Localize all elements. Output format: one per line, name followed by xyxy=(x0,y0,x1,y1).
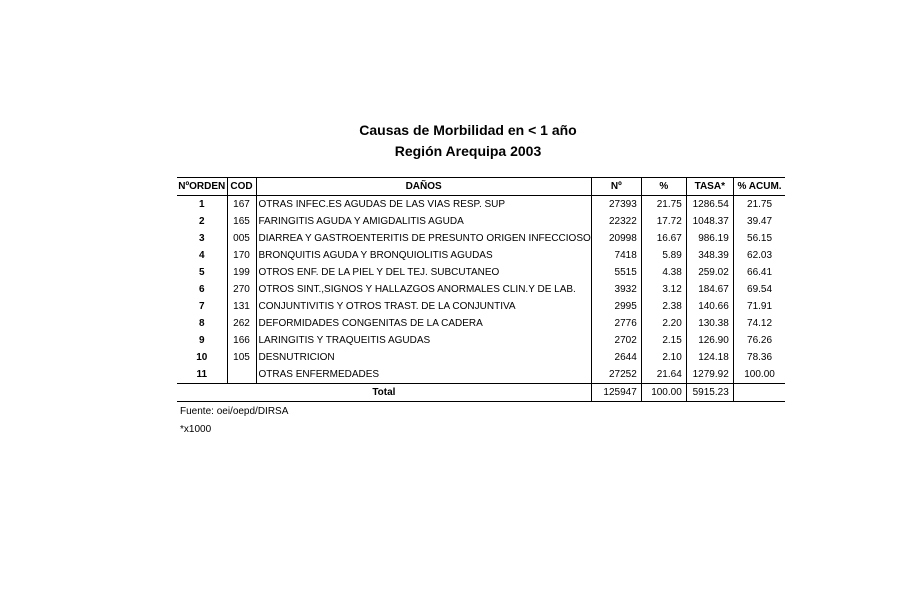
cell-orden: 10 xyxy=(196,352,208,363)
cell-pct: 17.72 xyxy=(641,213,686,230)
cell-n: 3932 xyxy=(591,281,641,298)
footnote: *x1000 xyxy=(180,424,212,435)
table-row xyxy=(177,281,785,298)
table-row xyxy=(177,315,785,332)
cell-n: 2702 xyxy=(591,332,641,349)
header-cod: COD xyxy=(227,178,256,196)
cell-acum: 78.36 xyxy=(733,349,785,366)
header-n: Nº xyxy=(591,178,641,196)
cell-dano: FARINGITIS AGUDA Y AMIGDALITIS AGUDA xyxy=(256,213,591,230)
cell-cod: 005 xyxy=(227,230,256,247)
cell-dano: DESNUTRICION xyxy=(256,349,591,366)
cell-orden: 2 xyxy=(198,216,205,227)
cell-n: 22322 xyxy=(591,213,641,230)
cell-n: 5515 xyxy=(591,264,641,281)
cell-orden: 3 xyxy=(198,233,205,244)
header-danos: DAÑOS xyxy=(256,178,591,196)
cell-dano: DIARREA Y GASTROENTERITIS DE PRESUNTO ORIGEN INFECCIOSO xyxy=(256,230,591,247)
header-pct: % xyxy=(641,178,686,196)
cell-tasa: 348.39 xyxy=(686,247,733,264)
header-acum: % ACUM. xyxy=(733,178,785,196)
page-title: Causas de Morbilidad en < 1 año xyxy=(359,122,577,138)
cell-pct: 21.64 xyxy=(641,366,686,384)
cell-dano: CONJUNTIVITIS Y OTROS TRAST. DE LA CONJUNTIVA xyxy=(256,298,591,315)
cell-dano: BRONQUITIS AGUDA Y BRONQUIOLITIS AGUDAS xyxy=(256,247,591,264)
cell-acum: 21.75 xyxy=(733,196,785,214)
cell-pct: 3.12 xyxy=(641,281,686,298)
cell-pct: 2.15 xyxy=(641,332,686,349)
table-row xyxy=(177,230,785,247)
cell-n: 2644 xyxy=(591,349,641,366)
cell-pct: 5.89 xyxy=(641,247,686,264)
table-row xyxy=(177,247,785,264)
cell-dano: OTRAS INFEC.ES AGUDAS DE LAS VIAS RESP. SUP xyxy=(256,196,591,214)
cell-pct: 16.67 xyxy=(641,230,686,247)
cell-cod: 165 xyxy=(227,213,256,230)
cell-acum: 66.41 xyxy=(733,264,785,281)
cell-n: 20998 xyxy=(591,230,641,247)
cell-dano: LARINGITIS Y TRAQUEITIS AGUDAS xyxy=(256,332,591,349)
cell-cod: 166 xyxy=(227,332,256,349)
cell-dano: OTROS ENF. DE LA PIEL Y DEL TEJ. SUBCUTANEO xyxy=(256,264,591,281)
cell-tasa: 1048.37 xyxy=(686,213,733,230)
page-subtitle: Región Arequipa 2003 xyxy=(394,143,542,159)
cell-acum: 56.15 xyxy=(733,230,785,247)
cell-n: 27252 xyxy=(591,366,641,384)
cell-orden: 4 xyxy=(198,250,205,261)
cell-tasa: 1279.92 xyxy=(686,366,733,384)
cell-dano: OTRAS ENFERMEDADES xyxy=(256,366,591,384)
cell-acum: 74.12 xyxy=(733,315,785,332)
cell-n: 2776 xyxy=(591,315,641,332)
cell-orden: 11 xyxy=(177,366,227,384)
cell-orden: 6 xyxy=(198,284,205,295)
table-row xyxy=(177,366,785,384)
cell-tasa: 986.19 xyxy=(686,230,733,247)
cell-orden: 8 xyxy=(198,318,205,329)
cell-tasa: 259.02 xyxy=(686,264,733,281)
table-row xyxy=(177,349,785,366)
cell-pct: 4.38 xyxy=(641,264,686,281)
source-note: Fuente: oei/oepd/DIRSA xyxy=(180,406,289,417)
total-n: 125947 xyxy=(591,384,641,402)
cell-orden: 1 xyxy=(198,199,205,210)
cell-tasa: 1286.54 xyxy=(686,196,733,214)
cell-pct: 2.38 xyxy=(641,298,686,315)
cell-cod: 199 xyxy=(227,264,256,281)
cell-orden: 9 xyxy=(198,335,205,346)
total-acum-empty xyxy=(733,384,785,402)
total-row xyxy=(177,384,785,402)
cell-n: 7418 xyxy=(591,247,641,264)
cell-tasa: 140.66 xyxy=(686,298,733,315)
cell-pct: 2.10 xyxy=(641,349,686,366)
cell-pct: 21.75 xyxy=(641,196,686,214)
cell-acum: 69.54 xyxy=(733,281,785,298)
cell-cod: 262 xyxy=(227,315,256,332)
table-row xyxy=(177,298,785,315)
cell-orden: 7 xyxy=(198,301,205,312)
table-row xyxy=(177,332,785,349)
cell-tasa: 126.90 xyxy=(686,332,733,349)
cell-n: 2995 xyxy=(591,298,641,315)
morbidity-table xyxy=(177,177,785,402)
cell-cod: 170 xyxy=(227,247,256,264)
cell-cod: 167 xyxy=(227,196,256,214)
total-pct: 100.00 xyxy=(641,384,686,402)
cell-cod xyxy=(227,366,256,384)
cell-acum: 100.00 xyxy=(733,366,785,384)
table-row xyxy=(177,213,785,230)
table-header-row xyxy=(177,178,785,196)
cell-tasa: 130.38 xyxy=(686,315,733,332)
cell-n: 27393 xyxy=(591,196,641,214)
cell-orden: 5 xyxy=(198,267,205,278)
cell-dano: OTROS SINT.,SIGNOS Y HALLAZGOS ANORMALES CLIN.Y DE LAB. xyxy=(256,281,591,298)
cell-cod: 270 xyxy=(227,281,256,298)
header-tasa: TASA* xyxy=(686,178,733,196)
cell-cod: 105 xyxy=(227,349,256,366)
cell-cod: 131 xyxy=(227,298,256,315)
cell-pct: 2.20 xyxy=(641,315,686,332)
total-tasa: 5915.23 xyxy=(686,384,733,402)
table-row xyxy=(177,264,785,281)
cell-tasa: 124.18 xyxy=(686,349,733,366)
cell-tasa: 184.67 xyxy=(686,281,733,298)
cell-acum: 71.91 xyxy=(733,298,785,315)
table-row xyxy=(177,196,785,214)
cell-dano: DEFORMIDADES CONGENITAS DE LA CADERA xyxy=(256,315,591,332)
cell-acum: 39.47 xyxy=(733,213,785,230)
cell-acum: 76.26 xyxy=(733,332,785,349)
cell-acum: 62.03 xyxy=(733,247,785,264)
total-label: Total xyxy=(177,384,591,402)
header-orden: NºORDEN xyxy=(177,178,227,196)
